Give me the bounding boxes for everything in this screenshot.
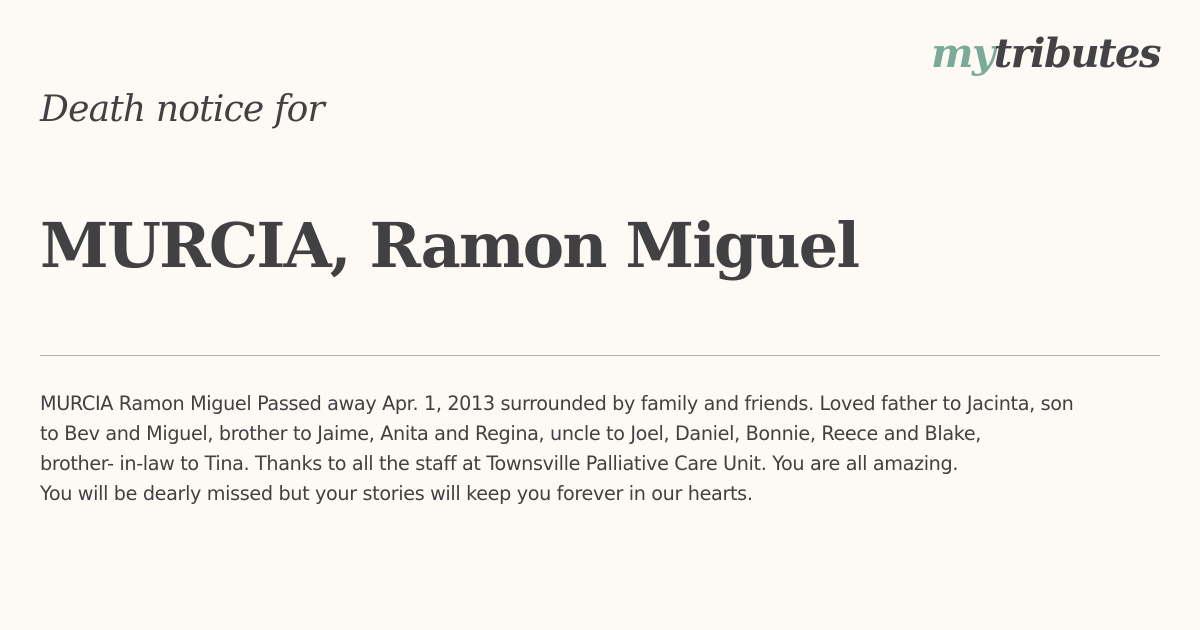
mytributes-logo xyxy=(931,32,1160,76)
notice-intro-heading: Death notice for xyxy=(40,89,324,130)
logo-tributes-text: tributes xyxy=(993,30,1160,77)
notice-body-line: brother- in-law to Tina. Thanks to all the staff at Townsville Palliative Care Unit. You are all amazing. xyxy=(40,452,959,475)
notice-body-line: You will be dearly missed but your stories will keep you forever in our hearts. xyxy=(40,482,753,505)
section-divider xyxy=(40,355,1160,356)
notice-body xyxy=(40,389,1160,509)
logo-my-text: my xyxy=(931,30,994,77)
deceased-name-title: MURCIA, Ramon Miguel xyxy=(40,209,859,282)
notice-body-line: to Bev and Miguel, brother to Jaime, Anita and Regina, uncle to Joel, Daniel, Bonnie, Reece and Blake, xyxy=(40,422,982,445)
notice-body-line: MURCIA Ramon Miguel Passed away Apr. 1, 2013 surrounded by family and friends. Loved father to Jacinta, son xyxy=(40,392,1074,415)
